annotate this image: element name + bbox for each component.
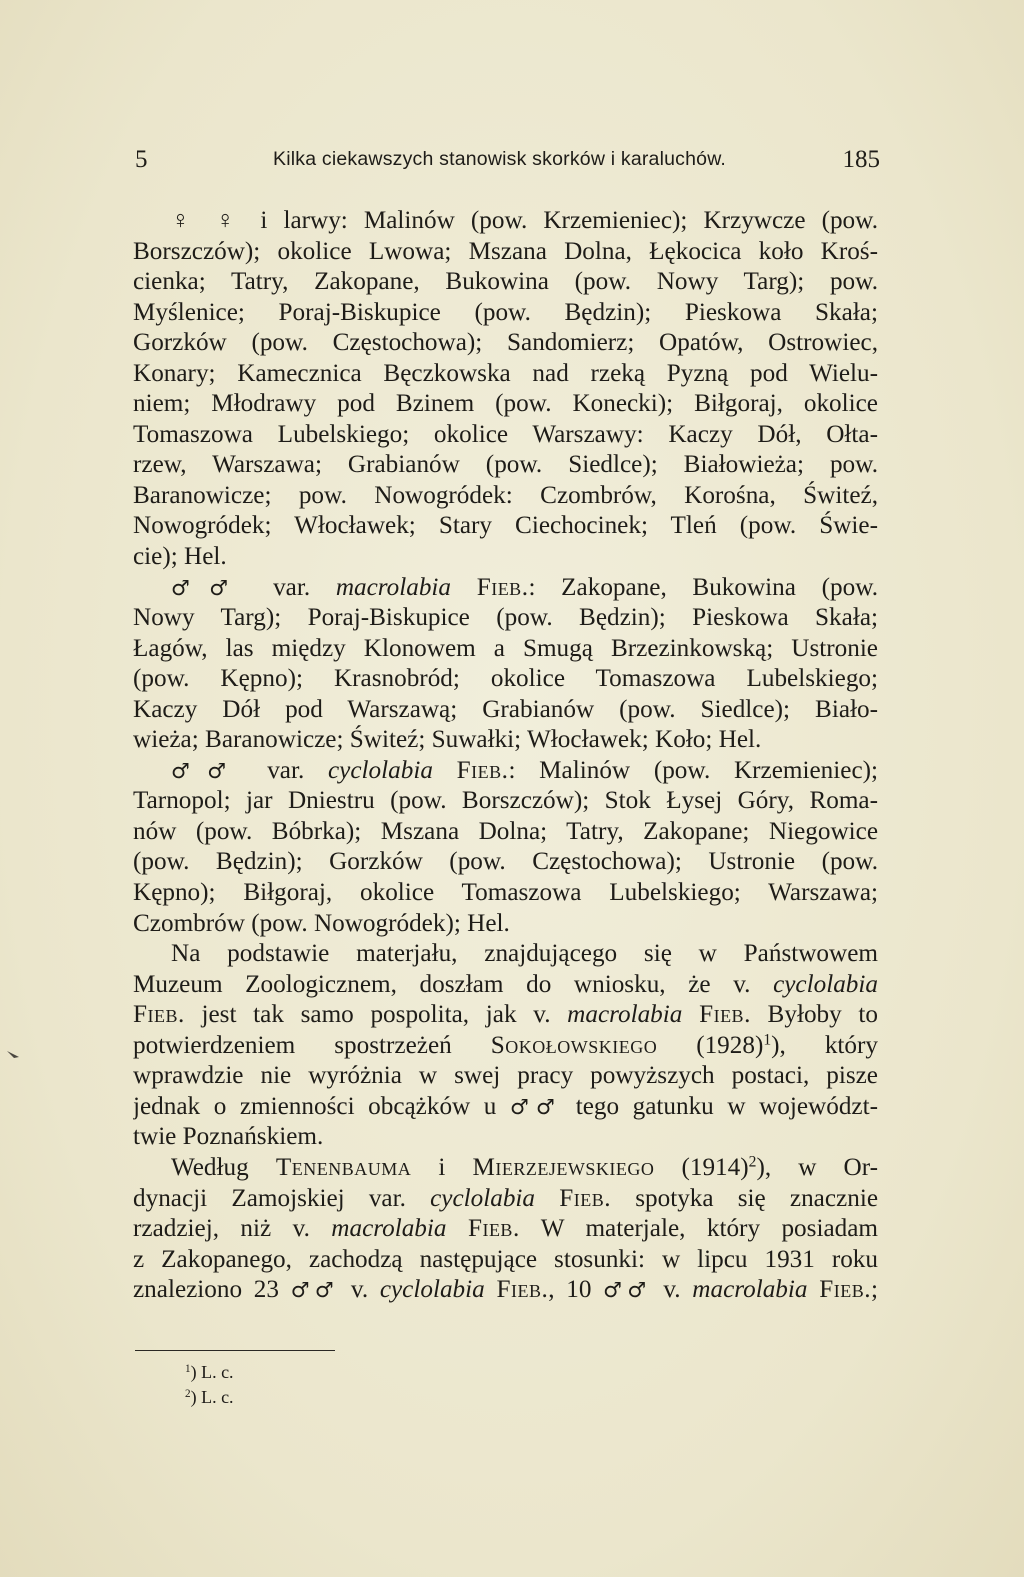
var-label: var. bbox=[267, 756, 305, 784]
text-fragment: (1928) bbox=[657, 1031, 764, 1059]
text-fragment: dynacji Zamojskiej var. bbox=[133, 1184, 431, 1212]
chapter-number: 5 bbox=[135, 146, 148, 173]
text-line bbox=[133, 1153, 878, 1184]
footnote-mark: 1 bbox=[185, 1362, 191, 1375]
text-fragment: ), który bbox=[771, 1031, 878, 1059]
text-fragment: (1914) bbox=[654, 1153, 749, 1181]
text-line bbox=[133, 1184, 878, 1215]
text-fragment: : Zakopane, Bukowina (pow. bbox=[528, 573, 878, 601]
author-name: Fieb. bbox=[819, 1276, 872, 1304]
footnotes bbox=[185, 1360, 234, 1410]
body-text bbox=[133, 206, 878, 1306]
taxon-name: cyclolabia bbox=[328, 756, 433, 784]
margin-arrow-icon bbox=[7, 1047, 21, 1057]
author-name: Fieb. bbox=[496, 1276, 549, 1304]
author-name: Fieb. bbox=[456, 756, 509, 784]
text-line: cienka; Tatry, Zakopane, Bukowina (pow. Nowy Targ); pow. bbox=[133, 268, 878, 296]
text-line: Konary; Kamecznica Bęczkowska nad rzeką Pyzną pod Wielu- bbox=[133, 359, 878, 387]
text-fragment: , 10 bbox=[548, 1276, 604, 1304]
male-symbol: ♂♂ bbox=[171, 758, 244, 783]
text-line bbox=[133, 756, 878, 787]
author-name: Tenenbauma bbox=[275, 1153, 412, 1181]
author-name: Sokołowskiego bbox=[490, 1031, 658, 1059]
text-line: ♀ ♀ i larwy: Malinów (pow. Krzemieniec); Krzywcze (pow. bbox=[171, 207, 878, 234]
text-line: wprawdzie nie wyróżnia w swej pracy powyższych postaci, pisze bbox=[133, 1062, 878, 1090]
text-line: twie Poznańskiem. bbox=[133, 1123, 324, 1151]
text-line: rzew, Warszawa; Grabianów (pow. Siedlce); Białowieża; pow. bbox=[133, 451, 878, 479]
footnote-ref: 2 bbox=[748, 1153, 757, 1171]
taxon-name: macrolabia bbox=[335, 573, 452, 601]
text-line: Myślenice; Poraj-Biskupice (pow. Będzin); Pieskowa Skała; bbox=[133, 298, 878, 326]
text-line: (pow. Będzin); Gorzków (pow. Częstochowa); Ustronie (pow. bbox=[133, 848, 878, 876]
text-fragment: W materjale, który posiadam bbox=[519, 1215, 878, 1243]
footnote-ref: 1 bbox=[763, 1031, 772, 1049]
text-fragment: rzadziej, niż v. bbox=[133, 1215, 332, 1243]
text-line: Nowogródek; Włocławek; Stary Ciechocinek; Tleń (pow. Świe- bbox=[133, 512, 878, 540]
text-line: Tarnopol; jar Dniestru (pow. Borszczów); Stok Łysej Góry, Roma- bbox=[133, 787, 878, 815]
text-fragment: ), w Or- bbox=[756, 1153, 878, 1181]
text-fragment: jest tak samo pospolita, jak v. bbox=[184, 1001, 568, 1029]
text-line: niem; Młodrawy pod Bzinem (pow. Konecki); Biłgoraj, okolice bbox=[133, 390, 878, 418]
text-line: z Zakopanego, zachodzą następujące stosunki: w lipcu 1931 roku bbox=[133, 1245, 878, 1273]
text-line bbox=[133, 1000, 878, 1031]
text-line: Baranowicze; pow. Nowogródek: Czombrów, Korośna, Świteź, bbox=[133, 481, 878, 509]
running-title: Kilka ciekawszych stanowisk skorków i karaluchów. bbox=[273, 148, 727, 170]
text-line: Czombrów (pow. Nowogródek); Hel. bbox=[133, 909, 510, 937]
text-fragment: v. bbox=[339, 1276, 380, 1304]
taxon-name: macrolabia bbox=[567, 1001, 683, 1029]
text-fragment: ; bbox=[871, 1276, 878, 1304]
text-fragment: : Malinów (pow. Krzemieniec); bbox=[508, 756, 878, 784]
text-line: Łagów, las między Klonowem a Smugą Brzezinkowską; Ustronie bbox=[133, 634, 878, 662]
text-line: Tomaszowa Lubelskiego; okolice Warszawy: Kaczy Dół, Ołta- bbox=[133, 420, 878, 448]
footnote-rule bbox=[135, 1350, 335, 1351]
author-name: Fieb. bbox=[699, 1001, 751, 1029]
male-symbol: ♂♂ bbox=[509, 1094, 563, 1119]
text-fragment: Muzeum Zoologicznem, doszłam do wniosku, że v. bbox=[133, 970, 751, 998]
text-fragment: jednak o zmienności obcążków u bbox=[133, 1092, 510, 1120]
footnote-mark: 2 bbox=[185, 1387, 191, 1400]
text-line: Na podstawie materjału, znajdującego się w Państwowem bbox=[171, 940, 878, 968]
text-line: (pow. Kępno); Krasnobród; okolice Tomaszowa Lubelskiego; bbox=[133, 665, 878, 693]
text-fragment: spotyka się znacznie bbox=[611, 1184, 878, 1212]
text-line bbox=[133, 573, 878, 604]
text-line: Kępno); Biłgoraj, okolice Tomaszowa Lubelskiego; Warszawa; bbox=[133, 879, 878, 907]
male-symbol: ♂♂ bbox=[290, 1278, 340, 1303]
author-name: Fieb. bbox=[467, 1215, 520, 1243]
taxon-name: cyclolabia bbox=[379, 1276, 485, 1304]
text-fragment: tego gatunku w województ- bbox=[562, 1092, 878, 1120]
footnote-text: ) L. c. bbox=[190, 1387, 234, 1407]
author-name: Fieb. bbox=[133, 1001, 185, 1029]
text-line: wieża; Baranowicze; Świteź; Suwałki; Włocławek; Koło; Hel. bbox=[133, 726, 762, 754]
running-header bbox=[135, 142, 880, 178]
text-line bbox=[133, 1275, 878, 1306]
text-line: Borszczów); okolice Lwowa; Mszana Dolna, Łękocica koło Kroś- bbox=[133, 237, 878, 265]
footnote bbox=[185, 1360, 234, 1385]
text-line: Gorzków (pow. Częstochowa); Sandomierz; Opatów, Ostrowiec, bbox=[133, 329, 878, 357]
text-line bbox=[133, 1092, 878, 1123]
text-fragment: v. bbox=[651, 1276, 693, 1304]
text-fragment: i bbox=[411, 1153, 473, 1181]
author-name: Mierzejewskiego bbox=[472, 1153, 655, 1181]
text-fragment: potwierdzeniem spostrzeżeń bbox=[133, 1031, 491, 1059]
text-line bbox=[133, 1214, 878, 1245]
var-label: var. bbox=[273, 573, 311, 601]
text-line: Kaczy Dół pod Warszawą; Grabianów (pow. Siedlce); Biało- bbox=[133, 695, 878, 723]
text-line: Nowy Targ); Poraj-Biskupice (pow. Będzin); Pieskowa Skała; bbox=[133, 604, 878, 632]
text-fragment: Byłoby to bbox=[750, 1001, 878, 1029]
author-name: Fieb. bbox=[476, 573, 529, 601]
text-fragment: znaleziono 23 bbox=[133, 1276, 291, 1304]
text-line bbox=[133, 1031, 878, 1062]
text-fragment: Według bbox=[171, 1153, 276, 1181]
taxon-name: cyclolabia bbox=[430, 1184, 536, 1212]
footnote bbox=[185, 1385, 234, 1410]
male-symbol: ♂♂ bbox=[603, 1278, 652, 1303]
taxon-name: macrolabia bbox=[692, 1276, 808, 1304]
text-line: nów (pow. Bóbrka); Mszana Dolna; Tatry, Zakopane; Niegowice bbox=[133, 817, 878, 845]
footnote-text: ) L. c. bbox=[190, 1362, 234, 1382]
author-name: Fieb. bbox=[559, 1184, 612, 1212]
page-number: 185 bbox=[842, 146, 880, 173]
text-line bbox=[133, 970, 878, 1001]
taxon-name: macrolabia bbox=[331, 1215, 447, 1243]
taxon-name: cyclolabia bbox=[773, 970, 878, 998]
text-line: cie); Hel. bbox=[133, 543, 227, 571]
male-symbol: ♂♂ bbox=[171, 575, 248, 600]
